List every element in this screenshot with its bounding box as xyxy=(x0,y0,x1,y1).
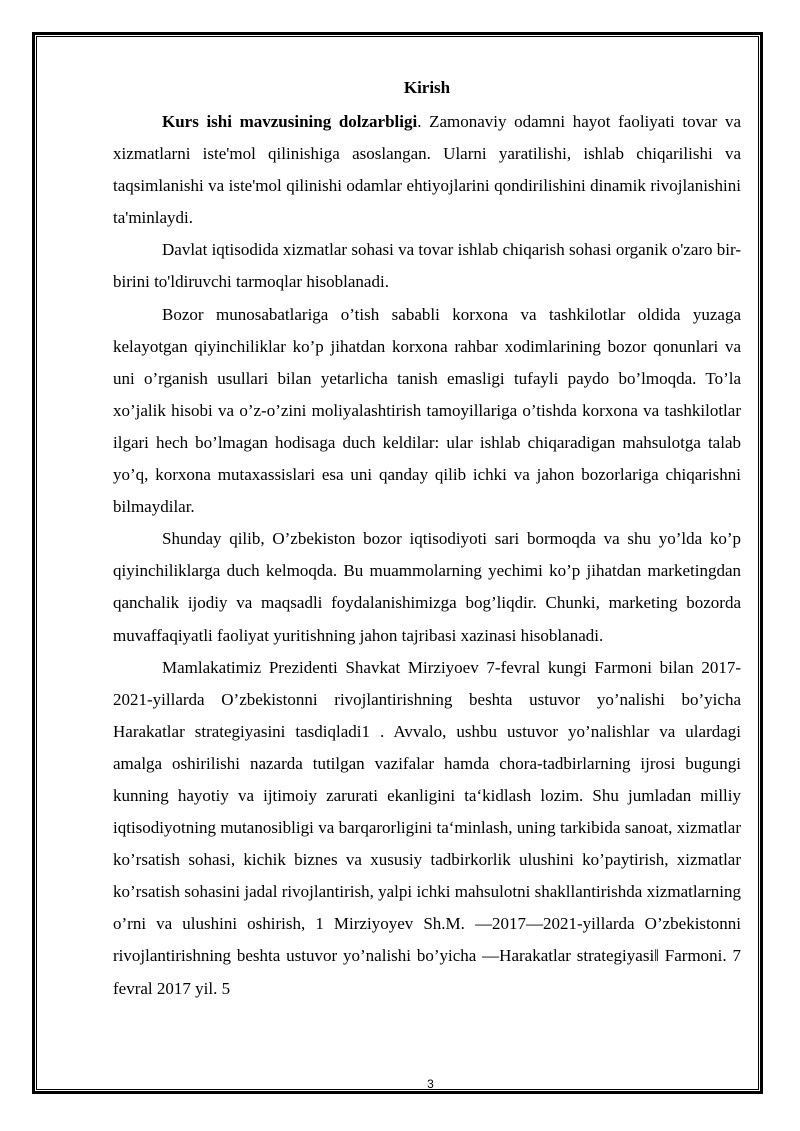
page-number: 3 xyxy=(427,1077,434,1091)
paragraph-2: Davlat iqtisodida xizmatlar sohasi va tovar ishlab chiqarish sohasi organik o'zaro bir-birini to'ldiruvchi tarmoqlar hisoblanadi. xyxy=(113,240,741,292)
paragraph-1 xyxy=(113,106,741,234)
paragraph-3: Bozor munosabatlariga o’tish sababli korxona va tashkilotlar oldida yuzaga kelayotgan qiyinchiliklar ko’p jihatdan korxona rahbar xodimlarining bozor qonunlari va uni o’rganish usullari bilan yetarlicha tanish emasligi tufayli paydo bo’lmoqda. To’la xo’jalik hisobi va o’z-o’zini moliyalashtirish tamoyillariga o’tishda korxona va tashkilotlar ilgari hech bo’lmagan hodisaga duch keldilar: ular ishlab chiqaradigan mahsulotga talab yo’q, korxona mutaxassislari esa uni qanday qilib ichki va jahon bozorlariga chiqarishni bilmaydilar. xyxy=(113,304,741,517)
document-body xyxy=(113,74,741,1005)
section-heading: Kirish xyxy=(403,78,451,97)
paragraph-4: Shunday qilib, O’zbekiston bozor iqtisodiyoti sari bormoqda va shu yo’lda ko’p qiyinchiliklarga duch kelmoqda. Bu muammolarning yechimi ko’p jihatdan marketingdan qanchalik ijodiy va maqsadli foydalanishimizga bog’liqdir. Chunki, marketing bozorda muvaffaqiyatli faoliyat yuritishning jahon tajribasi xazinasi hisoblanadi. xyxy=(113,529,741,645)
paragraph-1-lead: Kurs ishi mavzusining dolzarbligi xyxy=(162,112,418,131)
paragraph-1-text: . Zamonaviy odamni hayot faoliyati tovar va xizmatlarni iste'mol qilinishiga asoslangan. Ularni yaratilishi, ishlab chiqarilishi va taqsimlanishi va iste'mol qilinishi odamlar ehtiyojlarini qondirilishini dinamik rivojlanishini ta'minlaydi. xyxy=(113,112,741,228)
paragraph-5: Mamlakatimiz Prezidenti Shavkat Mirziyoev 7-fevral kungi Farmoni bilan 2017-2021-yillarda O’zbekistonni rivojlantirishning beshta ustuvor yo’nalishi bo’yicha Harakatlar strategiyasini tasdiqladi1 . Avvalo, ushbu ustuvor yo’nalishlar va ulardagi amalga oshirilishi nazarda tutilgan vazifalar hamda chora-tadbirlarning ijrosi bugungi kunning hayotiy va ijtimoiy zarurati ekanligini ta‘kidlash lozim. Shu jumladan milliy iqtisodiyotning mutanosibligi va barqarorligini ta‘minlash, uning tarkibida sanoat, xizmatlar ko’rsatish sohasi, kichik biznes va xususiy tadbirkorlik ulushini ko’paytirish, xizmatlar ko’rsatish sohasini jadal rivojlantirish, yalpi ichki mahsulotni shakllantirishda xizmatlarning o’rni va ulushini oshirish, 1 Mirziyoyev Sh.M. ―2017―2021-yillarda O’zbekistonni rivojlantirishning beshta ustuvor yo’nalishi bo’yicha ―Harakatlar strategiyasi‖ Farmoni. 7 fevral 2017 yil. 5 xyxy=(113,657,741,998)
